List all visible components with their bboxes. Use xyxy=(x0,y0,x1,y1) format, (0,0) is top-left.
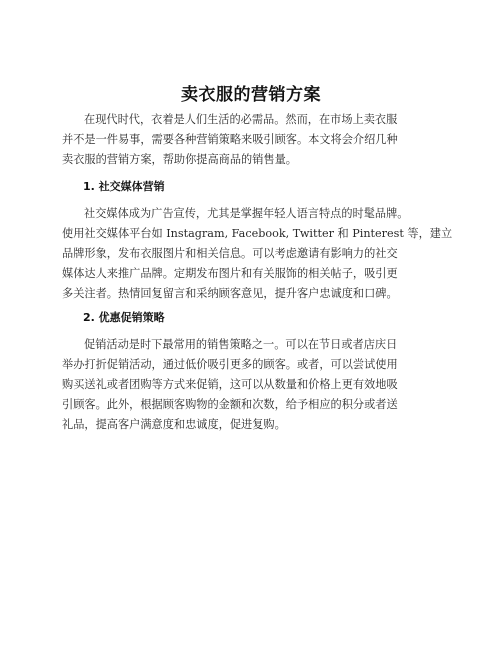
paragraph-line: 品牌形象，发布衣服图片和相关信息。可以考虑邀请有影响力的社交 xyxy=(62,247,398,260)
section-heading-social-media: 1. 社交媒体营销 xyxy=(83,180,165,193)
paragraph-line: 购买送礼或者团购等方式来促销，这可以从数量和价格上更有效地吸 xyxy=(62,378,398,391)
paragraph-line: 多关注者。热情回复留言和采纳顾客意见，提升客户忠诚度和口碑。 xyxy=(62,287,398,300)
paragraph-line: 并不是一件易事，需要各种营销策略来吸引顾客。本文将会介绍几种 xyxy=(62,133,398,146)
paragraph-line: 媒体达人来推广品牌。定期发布图片和有关服饰的相关帖子，吸引更 xyxy=(62,267,398,280)
paragraph-line: 礼品，提高客户满意度和忠诚度，促进复购。 xyxy=(62,418,286,431)
paragraph-line: 卖衣服的营销方案，帮助你提高商品的销售量。 xyxy=(62,153,297,166)
paragraph-line: 引顾客。此外，根据顾客购物的金额和次数，给予相应的积分或者送 xyxy=(62,398,398,411)
intro-paragraph xyxy=(62,110,462,170)
section-paragraph-social-media xyxy=(62,204,462,304)
paragraph-line: 使用社交媒体平台如 Instagram, Facebook, Twitter 和 Pinterest 等，建立 xyxy=(62,227,453,240)
section-paragraph-promotion xyxy=(62,335,462,435)
document-title: 卖衣服的营销方案 xyxy=(181,85,321,105)
paragraph-line: 社交媒体成为广告宣传，尤其是掌握年轻人语言特点的时髦品牌。 xyxy=(84,207,409,220)
section-heading-promotion: 2. 优惠促销策略 xyxy=(83,311,165,324)
paragraph-line: 促销活动是时下最常用的销售策略之一。可以在节日或者店庆日 xyxy=(84,338,398,351)
paragraph-line: 举办打折促销活动，通过低价吸引更多的顾客。或者，可以尝试使用 xyxy=(62,358,398,371)
paragraph-line: 在现代时代，衣着是人们生活的必需品。然而，在市场上卖衣服 xyxy=(84,113,398,126)
